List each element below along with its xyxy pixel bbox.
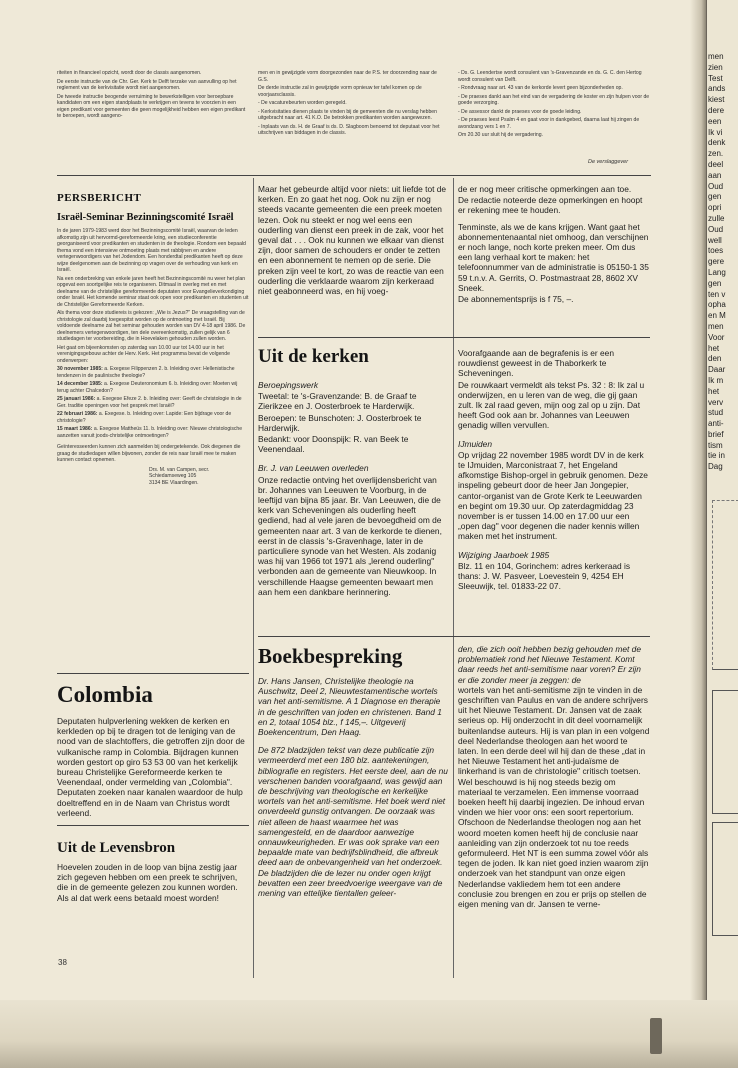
strip-line: toes — [708, 246, 724, 256]
text-paragraph: men en in gewijzigde vorm doorgezonden naar de P.S. ter doorzending naar de G.S. — [258, 70, 437, 83]
kerken-col2 — [258, 380, 448, 628]
section-heading-persbericht: PERSBERICHT — [57, 192, 142, 204]
article-title-boekbespreking: Boekbespreking — [258, 644, 403, 668]
strip-line: zen. — [708, 149, 724, 159]
text-paragraph: Beroepen: te Bunschoten: J. Oosterbroek te Harderwijk. — [258, 412, 422, 433]
strip-line: tism — [708, 440, 723, 450]
program-item — [57, 411, 249, 424]
text-paragraph: Onze redactie ontving het overlijdensbericht van br. Johannes van Leeuwen te Voorburg, in de leeftijd van bijna 85 jaar. Br. Van Leeuwen, die de kerk van Scheveningen als ouderling heeft gediend, had al vele jaren de bevoegdheid om de gemeenten naar art. 3 van de kerkorde te dienen, eerst in de classis 's-Gravenhage, later in de particuliere synode van het Westen. Als zodanig was hij van 1966 tot 1971 als „lerend ouderling" verbonden aan de gemeente van Nieuwkoop. In verschillende Haagse gemeenten bewaart men aan hem een dankbare herinnering. — [258, 474, 442, 597]
page-fold — [690, 0, 706, 1068]
levensbron-body — [57, 862, 249, 942]
article-title-israel-seminar: Israël-Seminar Bezinningscomité Israël — [57, 212, 234, 223]
text-paragraph: den, die zich ooit hebben bezig gehouden met de problematiek rond het Nieuwe Testament. Komt daar reeds het anti-semitisme naar voren? Er zijn er die zonder meer ja zeggen: de — [458, 644, 641, 685]
next-page-box — [712, 690, 738, 814]
strip-line: denk — [708, 138, 726, 148]
program-date: 25 januari 1986: — [57, 396, 96, 402]
boek-col3 — [458, 644, 650, 956]
program-text: a. Exegese Efeze 2. b. Inleiding over: Geeft de christologie in de Ger. traditie openingen voor het gesprek met Israël? — [57, 396, 242, 409]
book-reference: Dr. Hans Jansen, Christelijke theologie na Auschwitz, Deel 2, Nieuwtestamentische wortels van het anti-semitisme. A 1 Diagnose en therapie in de geschriften van joden en christenen. Band 1 en 2, totaal 1054 blz., f 145,–. Uitgeverij Boekencentrum, Den Haag. — [258, 676, 442, 738]
text-paragraph: Als thema voor deze studiereis is gekozen: „Wie is Jezus?" De vraagstelling van de christologie zal daarbij toegespitst worden op de ontmoeting met Israël. Bij voldoende deelname zal het seminar gehouden worden van DV 4-18 april 1986. De deelnemers vertegenwoordigen, ten dele overeenkomstig, zullen gelijk van 6 studiedagen ter voorbereiding, die in Hoevelaken gehouden zullen worden. — [57, 310, 246, 342]
page-number: 38 — [58, 958, 67, 967]
next-page-box — [712, 500, 738, 670]
text-paragraph: De 872 bladzijden tekst van deze publicatie zijn vermeerderd met een 180 blz. aantekeningen, bibliografie en registers. Het eerste deel, aan de nu verschenen banden voorafgaand, was gewijd aan de beschrijving van theologische en kerkelijke wortels van het anti-semitisme. Het boek werd niet onverdeeld gunstig ontvangen. De oorzaak was niet alleen de haast waarmee het was samengesteld, en de daardoor aanwezige onnauwkeurigheden. Er was ook sprake van een bepaalde mate van bedrijfsblindheid, die afbreuk deed aan de onbevangenheid van het onderzoek. De bladzijden die de lezer nu onder ogen krijgt bevatten een zeer breedvoerige weergave van de mening van ettelijke tientallen geleer- — [258, 745, 448, 899]
strip-line: deel — [708, 159, 724, 169]
strip-line: tie in — [708, 451, 725, 461]
strip-line: Ik m — [708, 375, 724, 385]
text-paragraph: Hoevelen zouden in de loop van bijna zestig jaar zich gegeven hebben om een preek te schrijven, die in de gemeente gelezen zou kunnen worden. Als al dat werk eens betaald moest worden! — [57, 862, 238, 903]
kerken-col3 — [458, 348, 650, 634]
text-paragraph: - Ds. G. Leendertse wordt consulent van 's-Gravenzande en ds. G. C. den Hertog wordt consulent van Delft. — [458, 70, 642, 83]
strip-line: zien — [708, 62, 723, 72]
strip-line: Daar — [708, 365, 726, 375]
strip-line: well — [708, 235, 722, 245]
address-line: 3134 BE Vlaardingen. — [149, 479, 199, 486]
text-paragraph: - De vacaturebeurten worden geregeld. — [258, 100, 347, 106]
program-date: 30 november 1985: — [57, 366, 103, 372]
program-date: 14 december 1985: — [57, 381, 103, 387]
program-text: a. Exegese Deuteronomium 6. b. Inleiding over: Moeten wij terug achter Chalcedon? — [57, 381, 238, 394]
article-title-colombia: Colombia — [57, 682, 153, 707]
text-paragraph: Om 20.30 uur sluit hij de vergadering. — [458, 132, 543, 138]
next-page-text-strip — [708, 52, 738, 473]
program-item — [57, 426, 249, 439]
strip-line: men — [708, 321, 724, 331]
subheading-beroepingswerk: Beroepingswerk — [258, 380, 319, 390]
text-paragraph: Het gaat om bijeenkomsten op zaterdag van 10.00 uur tot 14.00 uur in het verenigingsgebouw achter de Herv. Kerk. Het programma bevat de volgende onderwerpen: — [57, 344, 230, 364]
divider — [258, 636, 650, 637]
strip-line: Oud — [708, 224, 724, 234]
text-paragraph: - Rondvraag naar art. 43 van de kerkorde levert geen bijzonderheden op. — [458, 85, 623, 91]
page-bottom-curl — [0, 1000, 738, 1068]
program-text: a. Exegese Filippenzen 2. b. Inleiding over: Hellenistische tendenzen in de paulinische theologie? — [57, 366, 235, 379]
address-block — [57, 467, 249, 487]
strip-line: Test — [708, 73, 723, 83]
text-paragraph: wortels van het anti-semitisme zijn te vinden in de geschriften van Paulus en van de andere schrijvers uit het Nieuwe Testament. Dr. Jansen vat de zaak serieus op. Hij onderzocht in dit deel voornamelijk buitenlandse auteurs. Hij is van plan in een volgend deel Nederlandse theologen aan het woord te laten. In een derde deel wil hij dan de these „dat in het Nieuwe Testament het anti-judaïsme de linkerhand is van de christologie" critisch toetsen. Wel beschouwd is hij nog steeds bezig om materiaal te verzamelen. Een immense voorraad boeken heeft hij daarbij ingezien. De inhoud ervan vinden we hier voor ons: een soort repertorium. Ofschoon de Nederlandse theologen nog aan het woord moeten komen heeft hij de conclusie naar aanleiding van zijn onderzoek tot nu toe reeds geformuleerd. Het NT is een summa zowel vóór als tegen de joden. Ik kan niet goed inzien waarom zijn onderzoek van het standpunt van onze eigen Nederlandse vakliedem hem tot een andere conclusie zou brengen en zou er prijs op stellen de eigen mening van dr. Jansen te verne- — [458, 684, 650, 910]
divider — [57, 825, 249, 826]
text-paragraph: In de jaren 1979-1983 werd door het Bezinningscomité Israël, waarvan de leden afkomstig zijn uit hervormd-gereformeerde kring, een studieconferentie georganiseerd voor predikanten en studenten in de theologie. Rondom een bepaald thema vond een intensieve ontmoeting plaats met rabbijnen en andere vertegenwoordigers van het Jodendom. Een honderdtal predikanten heeft op deze wijze deelgenomen aan de bezinning op vragen over de verhouding van kerk en Israël. — [57, 228, 246, 273]
strip-line: dere — [708, 105, 725, 115]
text-paragraph: Na een onderbreking van enkele jaren heeft het Bezinningscomité nu weer het plan opgevat een soortgelijke reis te organiseren. Ditmaal in overleg met en met deelname van de christelijke gereformeerde deputaten voor Evangelieverkondiging onder Israël. Het komende seminar staat ook open voor predikanten en studenten uit de Christelijke Gereformeerde Kerken. — [57, 275, 249, 308]
strip-line: ands — [708, 84, 726, 94]
strip-line: brief — [708, 429, 724, 439]
program-item — [57, 381, 249, 394]
column-rule — [253, 178, 254, 978]
text-paragraph: - Inplaats van ds. H. de Graaf is ds. D. Slagboom benoemd tot deputaat voor het uitschrijven van biddagen in de classis. — [258, 123, 440, 136]
subheading-ijmuiden: IJmuiden — [458, 438, 492, 449]
divider — [57, 673, 249, 674]
levensbron-continued-col3 — [458, 184, 650, 336]
strip-line: den — [708, 354, 722, 364]
text-paragraph: - De assessor dankt de praeses voor de goede leiding. — [458, 108, 582, 115]
article-title-uit-de-kerken: Uit de kerken — [258, 346, 369, 367]
strip-line: anti- — [708, 419, 724, 429]
strip-line: Ik vi — [708, 127, 723, 137]
address-line: Drs. M. van Campen, secr. — [149, 466, 210, 473]
text-paragraph: De abonnementsprijs is f 75, –. — [458, 294, 574, 305]
strip-line: ten v — [708, 289, 726, 299]
text-paragraph: Bedankt: voor Doonspijk: R. van Beek te Veenendaal. — [258, 434, 409, 455]
strip-line: kiest — [708, 95, 725, 105]
text-paragraph: de er nog meer critische opmerkingen aan toe. — [458, 184, 632, 194]
colombia-body — [57, 716, 249, 818]
strip-line: opha — [708, 300, 726, 310]
program-item — [57, 396, 249, 409]
next-page-box — [712, 822, 738, 936]
text-paragraph: Maar het gebeurde altijd voor niets: uit liefde tot de kerken. En zo gaat het nog. Ook nu zijn er nog steeds vacante gemeenten die een preek moeten lezen. Ook nu steekt er nog wel eens een ouderling van dienst een preek in de zak, voor het geval dat . . . Ook nu kunnen we elkaar van dienst zijn, door samen de schouders er onder te zetten en een abonnement te nemen op de serie. Die preken zijn veel te kort, zo was de reactie van een ouderling die verklaarde waarom zijn kerkeraad niet geabonneerd was, en hij voeg- — [258, 184, 447, 297]
strip-line: zulle — [708, 213, 725, 223]
top-column-3 — [458, 70, 650, 168]
text-paragraph: riteiten in financieel opzicht, wordt door de classis aangenomen. — [57, 70, 202, 76]
column-rule — [453, 178, 454, 978]
divider — [57, 175, 651, 176]
text-paragraph: De tweede instructie beogende verruiming te bewerkstelligen voor beroepbare kandidaten om een eigen standplaats te verkrijgen en tevens te voorzien in een eigen predikant voor gemeenten die geen mogelijkheid hebben een eigen predikant te beroepen, wordt aangeno- — [57, 93, 246, 119]
strip-line: een — [708, 116, 722, 126]
strip-line: men — [708, 52, 724, 61]
persbericht-body — [57, 228, 249, 618]
text-paragraph: - Kerkvisitaties dienen plaats te vinden bij de gemeenten die nu verslag hebben uitgebracht naar art. 41 K.O. De betrokken predikanten worden aangewezen. — [258, 108, 437, 121]
text-paragraph: - De praeses leest Psalm 4 en gaat voor in dankgebed, daarna laat hij zingen de avondzang vers 1 en 7. — [458, 117, 640, 130]
strip-line: Oud — [708, 181, 724, 191]
strip-line: het — [708, 343, 720, 353]
strip-line: verv — [708, 397, 724, 407]
program-item — [57, 366, 249, 379]
program-text: a. Exegese. b. Inleiding over: Lapide: Een bijdrage voor de christologie? — [57, 411, 232, 424]
signature: De verslaggever — [588, 159, 629, 165]
program-text: a. Exegese Mattheüs 11. b. Inleiding over: Nieuwe christologische aanzetten vanuit joods-christelijke ontmoetingen? — [57, 426, 243, 439]
text-paragraph: De redactie noteerde deze opmerkingen en hoopt er rekening mee te houden. — [458, 195, 643, 216]
text-paragraph: Voorafgaande aan de begrafenis is er een rouwdienst geweest in de Thaborkerk te Scheveningen. — [458, 348, 614, 379]
levensbron-continued-col2 — [258, 184, 448, 336]
strip-line: opri — [708, 203, 722, 213]
text-paragraph: Tweetal: te 's-Gravenzande: B. de Graaf te Zierikzee en J. Oosterbroek te Harderwijk. — [258, 391, 417, 412]
strip-line: gen — [708, 278, 722, 288]
strip-line: Lang — [708, 267, 726, 277]
text-paragraph: Blz. 11 en 104, Gorinchem: adres kerkeraad is thans: J. W. Pasveer, Loevestein 9, 4254 EH Sleeuwijk, tel. 01833-22 07. — [458, 560, 631, 592]
program-date: 15 maart 1986: — [57, 426, 93, 432]
top-column-2 — [258, 70, 448, 174]
text-paragraph: Deputaten hulpverlening wekken de kerken en kerkleden op bij te dragen tot de leniging van de nood van de slachtoffers, die getroffen zijn door de vulkanische ramp in Colombia. Bijdragen kunnen worden gestort op giro 53 53 00 van het kerkelijk bureau Christelijke Gereformeerde kerken te Veenendaal, onder vermelding van „Colombia". Deputaten zoeken naar kanalen waardoor de hulp doeltreffend en in de Naam van Christus wordt verleend. — [57, 716, 245, 818]
text-paragraph: De rouwkaart vermeldt als tekst Ps. 32 : 8: Ik zal u onderwijzen, en u leren van de weg, die gij gaan zult. Ik zal raad geven, mijn oog zal op u zijn. Dat heeft God ook aan br. Johannes van Leeuwen genadig willen vervullen. — [458, 379, 645, 431]
strip-line: en M — [708, 311, 726, 321]
strip-line: Voor — [708, 332, 725, 342]
text-paragraph: De eerste instructie van de Chr. Ger. Kerk te Delft terzake van aanvulling op het reglement van de kerkvisitatie wordt niet aangenomen. — [57, 78, 237, 91]
top-column-1 — [57, 70, 249, 174]
strip-line: gere — [708, 257, 725, 267]
program-date: 22 februari 1986: — [57, 411, 98, 417]
strip-line: gen — [708, 192, 722, 202]
strip-line: stud — [708, 408, 724, 418]
divider — [258, 337, 650, 338]
binding-clip — [650, 1018, 662, 1054]
text-paragraph: Geïnteresseerden kunnen zich aanmelden bij ondergetekende. Ook diegenen die graag de studiedagen willen bijwonen, zonder de reis naar Israël mee te maken kunnen contact opnemen. — [57, 444, 241, 463]
text-paragraph: Op vrijdag 22 november 1985 wordt DV in de kerk te IJmuiden, Marconistraat 7, het Engeland afkomstige Bishop-orgel in gebruik genomen. Deze inspeling gebeurt door de heer Jan Jongepier, cantor-organist van de Grote Kerk te Leeuwarden en begint om 19.30 uur. Op zaterdagmiddag 23 november is er tussen 14.00 en 17.00 uur een „open dag" voor degenen die nader kennis willen maken met het instrument. — [458, 449, 648, 542]
article-title-levensbron: Uit de Levensbron — [57, 840, 176, 856]
address-line: Schiedamseweg 105 — [149, 473, 197, 479]
text-paragraph: Tenminste, als we de kans krijgen. Want gaat het abonnementenaantal niet omhoog, dan verschijnen er noch lange, noch korte preken meer. Om dus een lang verhaal kort te maken: het telefoonnummer van de administratie is 05150-1 35 59 t.n.v. A. Gerrits, O. Postmastraat 28, 8602 XV Sneek. — [458, 221, 649, 293]
strip-line: aan — [708, 170, 722, 180]
text-paragraph: - De praeses dankt aan het eind van de vergadering de koster en zijn hulpen voor de goede verzorging. — [458, 93, 650, 106]
subheading-jaarboek: Wijziging Jaarboek 1985 — [458, 549, 550, 560]
strip-line: het — [708, 386, 720, 396]
strip-line: Dag — [708, 462, 723, 472]
text-paragraph: De derde instructie zal in gewijzigde vorm opnieuw ter tafel komen op de voorjaarsclassis. — [258, 85, 422, 98]
boek-col2 — [258, 676, 448, 952]
subheading-overleden: Br. J. van Leeuwen overleden — [258, 463, 369, 474]
